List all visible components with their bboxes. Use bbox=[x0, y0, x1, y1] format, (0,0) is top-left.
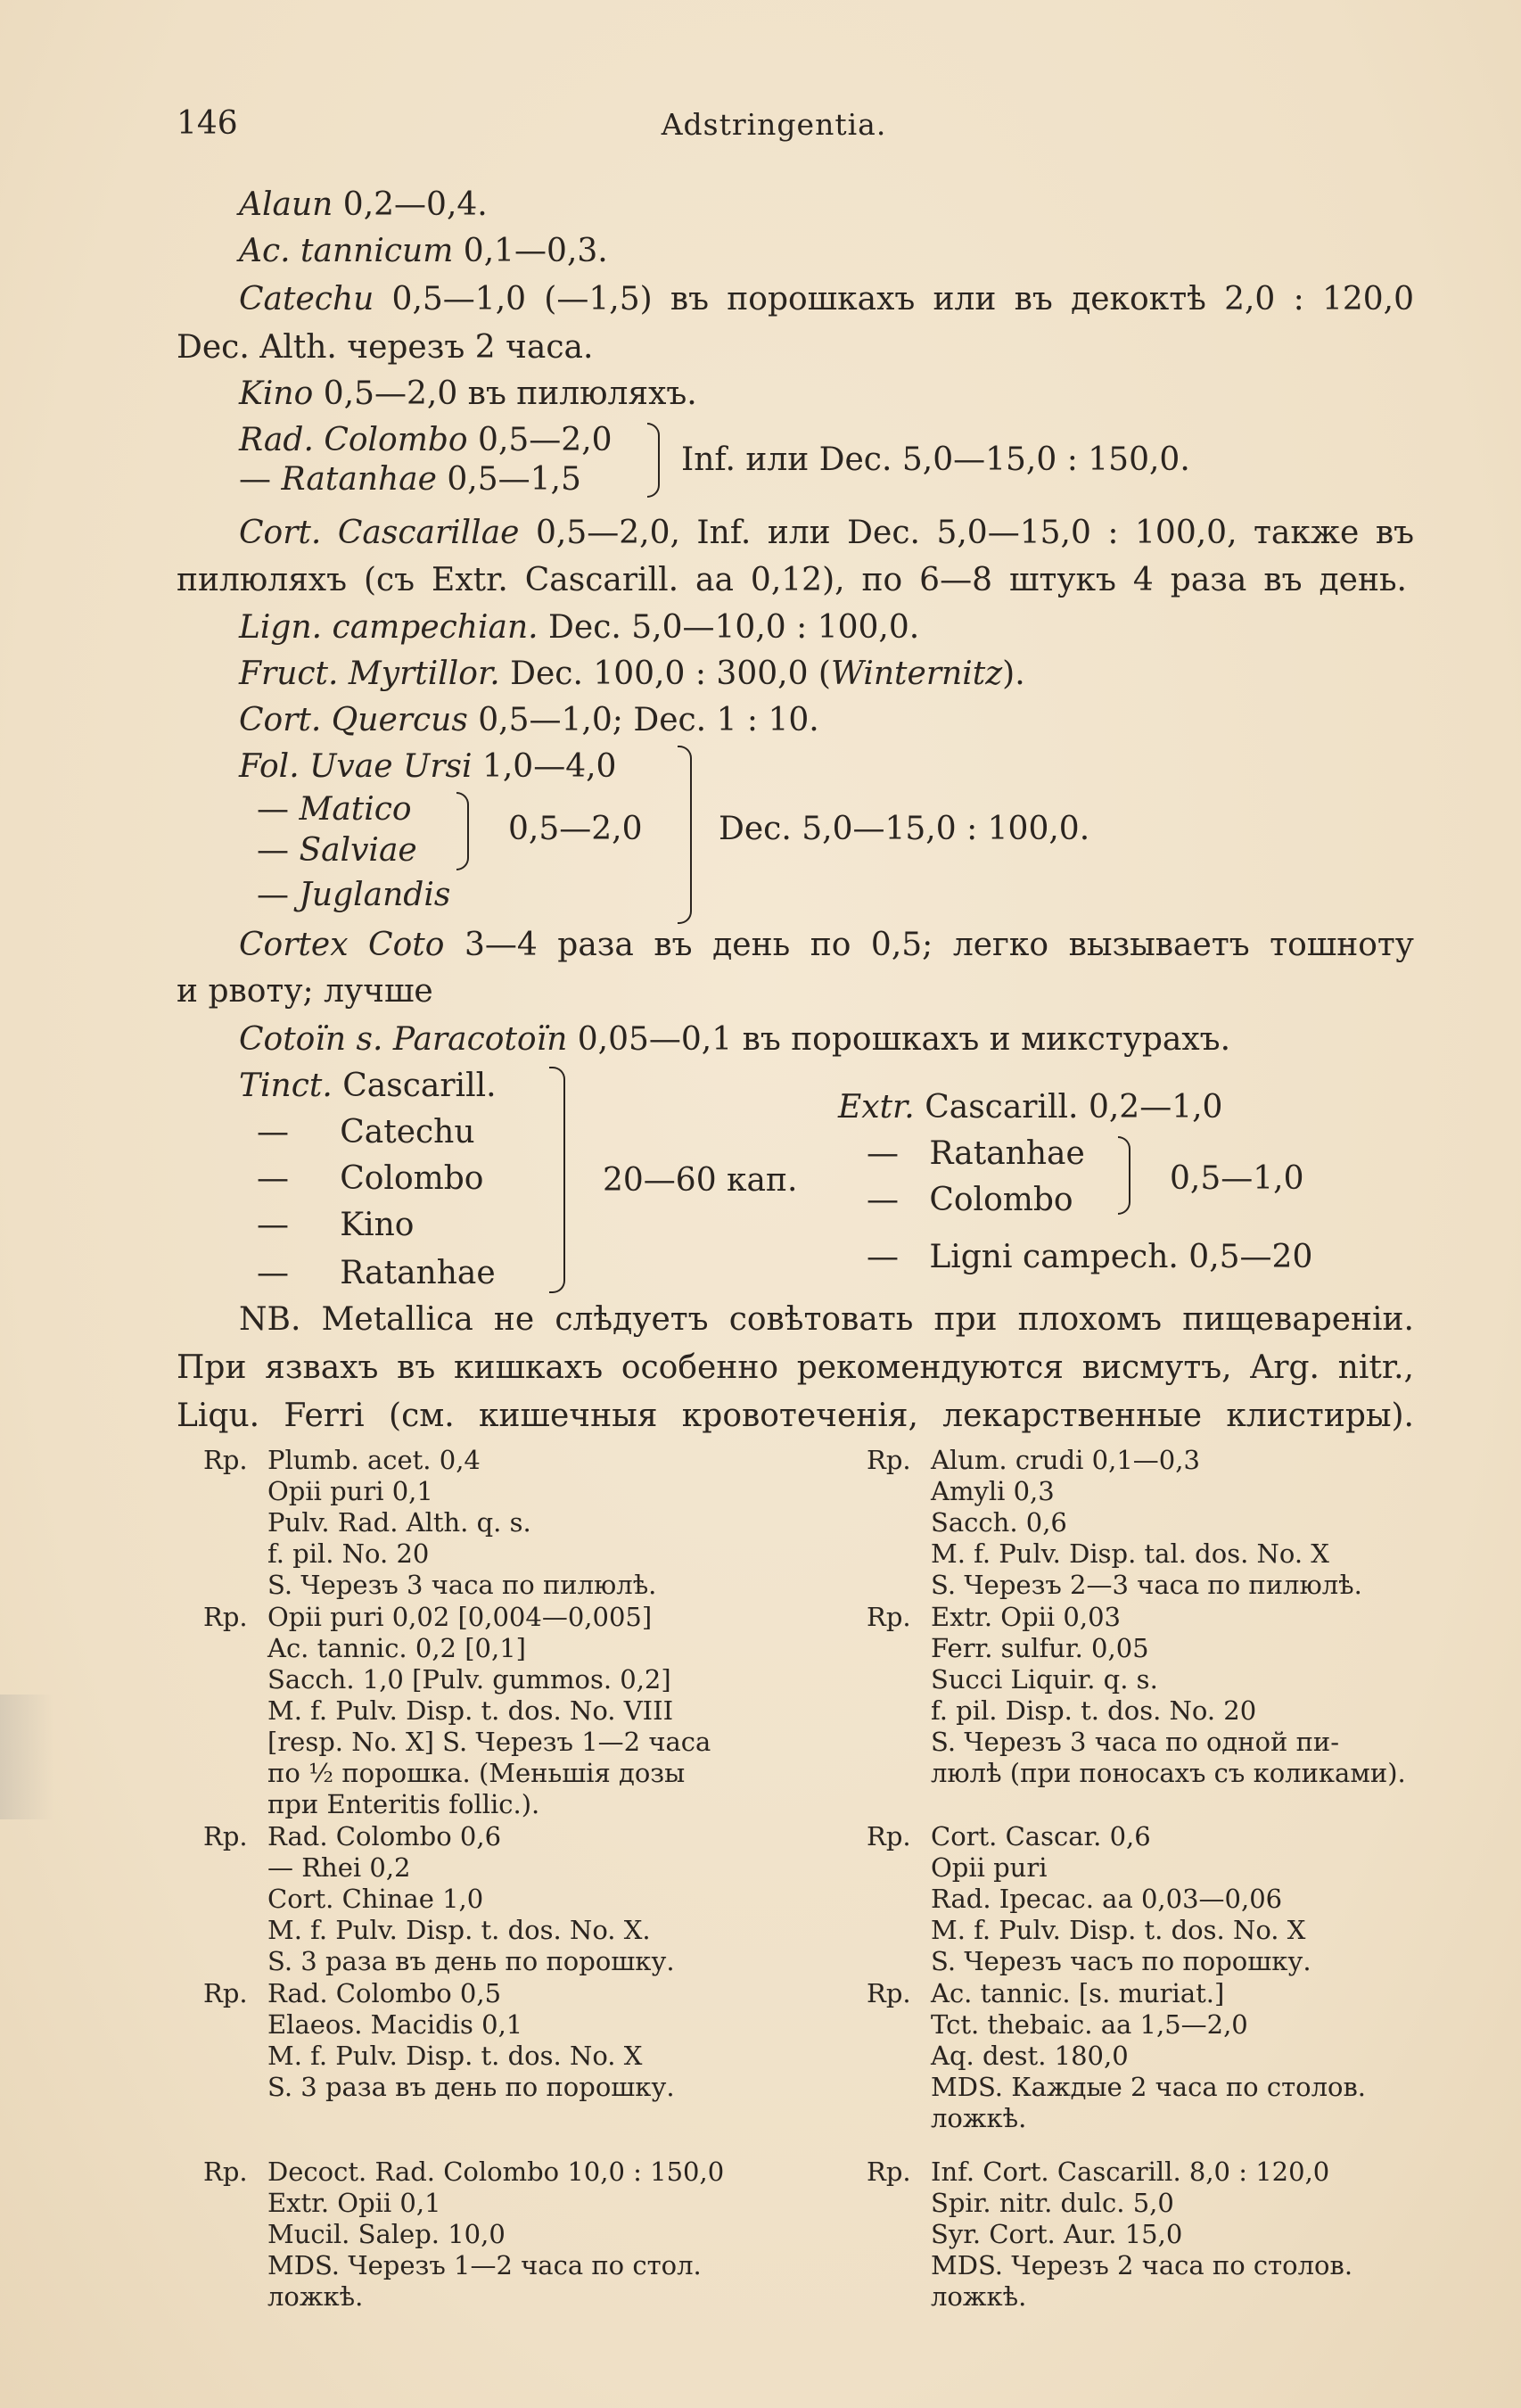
text-segment: Lign. campechian. bbox=[239, 609, 539, 646]
prescription-text: Cort. Chinae 1,0 bbox=[267, 1884, 484, 1914]
line-kino bbox=[239, 375, 697, 412]
prescription-text: [resp. No. X] S. Черезъ 1—2 часа bbox=[267, 1727, 711, 1757]
prescription-text: Rad. Ipecac. aa 0,03—0,06 bbox=[931, 1884, 1283, 1914]
prescription-line bbox=[203, 1915, 675, 1946]
prescription bbox=[867, 1445, 1362, 1601]
prescription-line bbox=[203, 1445, 656, 1476]
prescription-line bbox=[867, 2219, 1352, 2250]
line-cortex-coto-cont bbox=[177, 973, 433, 1010]
prescription-line bbox=[203, 1538, 656, 1570]
prescription-line bbox=[203, 1978, 675, 2009]
text-segment: При язвахъ въ кишкахъ особенно рекомендуются висмутъ, Arg. nitr., bbox=[177, 1349, 1414, 1386]
line-extr-ligni bbox=[867, 1241, 1312, 1274]
prescription-text: Succi Liquir. q. s. bbox=[931, 1664, 1158, 1695]
prescription-text: S. Черезъ 2—3 часа по пилюлѣ. bbox=[931, 1570, 1362, 1600]
brace-rad bbox=[647, 423, 660, 498]
text-segment: ). bbox=[1002, 656, 1025, 692]
prescription-line bbox=[203, 1633, 711, 1664]
prescription-line bbox=[203, 1664, 711, 1695]
prescription-line bbox=[203, 2250, 724, 2281]
text-segment: 3—4 раза въ день по 0,5; легко вызываетъ тошноту bbox=[444, 927, 1414, 963]
prescription-line bbox=[203, 2156, 724, 2188]
line-fol-matico bbox=[257, 791, 412, 828]
prescription-text: MDS. Черезъ 1—2 часа по стол. bbox=[267, 2250, 702, 2280]
text-segment: Tinct. bbox=[239, 1068, 333, 1104]
text-segment: — bbox=[257, 791, 300, 828]
prescription-text: Plumb. acet. 0,4 bbox=[267, 1445, 481, 1475]
line-nb-3 bbox=[177, 1400, 1414, 1432]
line-fol-dose bbox=[508, 813, 643, 845]
prescription-text: S. 3 раза въ день по порошку. bbox=[267, 1946, 675, 1976]
text-segment: Cotoïn s. Paracotoïn bbox=[239, 1021, 568, 1058]
prescription-line bbox=[867, 2281, 1352, 2313]
rp-label: Rp. bbox=[203, 1978, 248, 2008]
text-segment: Winternitz bbox=[830, 656, 1003, 692]
prescription-line bbox=[867, 2156, 1352, 2188]
prescription-text: Elaeos. Macidis 0,1 bbox=[267, 2009, 523, 2040]
brace-fol-small bbox=[456, 792, 469, 870]
line-ac-tannicum bbox=[239, 235, 608, 268]
text-segment: пилюляхъ (съ Extr. Cascarill. aa 0,12), по 6—8 штукъ 4 раза въ день. bbox=[177, 562, 1407, 598]
text-segment: 0,1—0,3. bbox=[453, 233, 608, 269]
prescription-line bbox=[867, 1445, 1362, 1476]
prescription-line bbox=[203, 1789, 711, 1820]
prescription-line bbox=[867, 1695, 1406, 1727]
prescription-line bbox=[867, 1602, 1406, 1633]
prescription-text: M. f. Pulv. Disp. t. dos. No. X bbox=[931, 1915, 1306, 1945]
prescription-line bbox=[203, 2188, 724, 2219]
text-segment: Juglandis bbox=[299, 877, 451, 913]
prescription-text: Opii puri bbox=[931, 1852, 1048, 1883]
line-fol-salviae bbox=[257, 832, 417, 869]
prescription-line bbox=[203, 2219, 724, 2250]
prescription-line bbox=[867, 1852, 1311, 1884]
prescription-text: S. Черезъ часъ по порошку. bbox=[931, 1946, 1311, 1976]
text-segment: — bbox=[257, 832, 300, 869]
rp-label: Rp. bbox=[867, 1821, 911, 1851]
rp-label: Rp. bbox=[203, 2156, 248, 2187]
line-nb-2 bbox=[177, 1349, 1414, 1386]
text-segment: — Catechu bbox=[257, 1114, 475, 1150]
text-segment: Dec. 100,0 : 300,0 ( bbox=[499, 656, 831, 692]
prescription-line bbox=[203, 1727, 711, 1758]
prescription-line bbox=[203, 1570, 656, 1601]
prescription-line bbox=[867, 1946, 1311, 1977]
prescription-text: Amyli 0,3 bbox=[931, 1476, 1055, 1506]
prescription-text: Mucil. Salep. 10,0 bbox=[267, 2219, 506, 2249]
line-cort-cascarillae-cont bbox=[177, 562, 1407, 598]
line-tinct-kino bbox=[257, 1209, 414, 1241]
text-segment: — Kino bbox=[257, 1207, 415, 1243]
rp-label: Rp. bbox=[203, 1602, 248, 1632]
prescription-text: M. f. Pulv. Disp. t. dos. No. X. bbox=[267, 1915, 651, 1945]
prescription-text: Alum. crudi 0,1—0,3 bbox=[931, 1445, 1200, 1475]
prescription-line bbox=[203, 1946, 675, 1977]
text-segment: Dec. Alth. черезъ 2 часа. bbox=[177, 329, 594, 366]
text-segment: 0,5—2,0 въ пилюляхъ. bbox=[313, 375, 697, 412]
prescription-line bbox=[203, 1821, 675, 1852]
text-segment: 0,5—2,0, Inf. или Dec. 5,0—15,0 : 100,0, также въ bbox=[519, 515, 1414, 551]
prescription bbox=[203, 1821, 675, 1977]
prescription-line bbox=[867, 1758, 1406, 1789]
line-extr-colombo bbox=[867, 1184, 1073, 1216]
prescription-text: Tct. thebaic. aa 1,5—2,0 bbox=[931, 2009, 1248, 2040]
prescription-text: Inf. Cort. Cascarill. 8,0 : 120,0 bbox=[931, 2156, 1330, 2187]
prescription-text: Extr. Opii 0,03 bbox=[931, 1602, 1121, 1632]
line-catechu bbox=[239, 281, 1414, 317]
prescription-text: S. 3 раза въ день по порошку. bbox=[267, 2072, 675, 2102]
rp-label: Rp. bbox=[867, 1978, 911, 2008]
prescription-text: Ferr. sulfur. 0,05 bbox=[931, 1633, 1149, 1663]
text-segment: — Colombo bbox=[257, 1160, 484, 1197]
prescription-text: Extr. Opii 0,1 bbox=[267, 2188, 441, 2218]
line-rad-inf bbox=[681, 441, 1190, 478]
prescription bbox=[203, 1978, 675, 2103]
text-segment: Cascarill. bbox=[332, 1068, 497, 1104]
text-segment: 0,05—0,1 въ порошкахъ и микстурахъ. bbox=[567, 1021, 1231, 1058]
prescription-line bbox=[203, 2072, 675, 2103]
prescription-line bbox=[867, 1633, 1406, 1664]
text-segment: Ratanhae bbox=[281, 461, 437, 498]
prescription-text: Syr. Cort. Aur. 15,0 bbox=[931, 2219, 1183, 2249]
text-segment: 1,0—4,0 bbox=[472, 748, 617, 785]
text-segment: Kino bbox=[239, 375, 314, 412]
line-nb-1 bbox=[239, 1301, 1414, 1338]
prescription-line bbox=[867, 1507, 1362, 1538]
text-segment: и рвоту; лучше bbox=[177, 973, 433, 1010]
prescription-line bbox=[867, 1538, 1362, 1570]
text-segment: Catechu bbox=[239, 281, 374, 317]
text-segment: Extr. bbox=[838, 1089, 915, 1126]
text-segment: Matico bbox=[299, 791, 412, 828]
text-segment: 0,5—1,0 (—1,5) въ порошкахъ или въ декоктѣ 2,0 : 120,0 bbox=[374, 281, 1414, 317]
text-segment: Fruct. Myrtillor. bbox=[239, 656, 500, 692]
prescription-line bbox=[867, 2188, 1352, 2219]
prescription-line bbox=[867, 1570, 1362, 1601]
prescription-text: Rad. Colombo 0,6 bbox=[267, 1821, 502, 1851]
page-number: 146 bbox=[177, 105, 238, 142]
prescription-line bbox=[203, 1758, 711, 1789]
text-segment: — Ratanhae bbox=[257, 1255, 496, 1291]
line-extr-ratanhae bbox=[867, 1135, 1085, 1172]
prescription-line bbox=[203, 1852, 675, 1884]
prescription-text: ложкѣ. bbox=[267, 2281, 364, 2312]
prescription-text: при Enteritis follic.). bbox=[267, 1789, 540, 1819]
text-segment: Salviae bbox=[299, 832, 417, 869]
rp-label: Rp. bbox=[867, 1445, 911, 1475]
prescription-line bbox=[867, 1664, 1406, 1695]
text-segment: Cort. Cascarillae bbox=[239, 515, 520, 551]
prescription-line bbox=[203, 2281, 724, 2313]
text-segment: — bbox=[239, 461, 282, 498]
text-segment: — bbox=[257, 877, 300, 913]
line-catechu-cont bbox=[177, 329, 594, 366]
prescription-text: Sacch. 0,6 bbox=[931, 1507, 1067, 1538]
line-extr-cascarill bbox=[838, 1089, 1223, 1126]
prescription bbox=[867, 1821, 1311, 1977]
prescription-text: — Rhei 0,2 bbox=[267, 1852, 411, 1883]
prescription bbox=[867, 1602, 1406, 1789]
prescription-line bbox=[867, 2072, 1366, 2103]
text-segment: Cascarill. 0,2—1,0 bbox=[914, 1089, 1223, 1126]
prescription-line bbox=[867, 2103, 1366, 2134]
prescription-text: Cort. Cascar. 0,6 bbox=[931, 1821, 1151, 1851]
prescription-line bbox=[867, 1727, 1406, 1758]
text-segment: 0,5—1,0 bbox=[1170, 1160, 1304, 1197]
prescription bbox=[867, 1978, 1366, 2134]
line-tinct-ratanhae bbox=[257, 1255, 496, 1291]
running-title: Adstringentia. bbox=[661, 107, 887, 142]
prescription-text: по ½ порошка. (Меньшія дозы bbox=[267, 1758, 686, 1788]
rp-label: Rp. bbox=[203, 1821, 248, 1851]
text-segment: Inf. или Dec. 5,0—15,0 : 150,0. bbox=[681, 441, 1190, 478]
prescription-text: люлѣ (при поносахъ съ коликами). bbox=[931, 1758, 1406, 1788]
prescription-text: Ac. tannic. [s. muriat.] bbox=[931, 1978, 1225, 2008]
prescription-text: Ac. tannic. 0,2 [0,1] bbox=[267, 1633, 526, 1663]
text-segment: — Colombo bbox=[867, 1182, 1073, 1218]
prescription-text: M. f. Pulv. Disp. tal. dos. No. X bbox=[931, 1538, 1329, 1569]
text-segment: Rad. Colombo bbox=[239, 422, 468, 458]
prescription-line bbox=[203, 1695, 711, 1727]
text-segment: NB. Metallica не слѣдуетъ совѣтовать при плохомъ пищевареніи. bbox=[239, 1301, 1414, 1338]
prescription-line bbox=[203, 2009, 675, 2041]
text-segment: 0,5—1,0; Dec. 1 : 10. bbox=[467, 702, 819, 738]
text-segment: Dec. 5,0—15,0 : 100,0. bbox=[719, 811, 1090, 847]
prescription-line bbox=[203, 2041, 675, 2072]
line-fol-juglandis bbox=[257, 879, 450, 911]
prescription-line bbox=[203, 1884, 675, 1915]
line-alaun bbox=[239, 186, 488, 223]
prescription-text: MDS. Каждые 2 часа по столов. bbox=[931, 2072, 1367, 2102]
prescription-line bbox=[203, 1476, 656, 1507]
prescription-text: M. f. Pulv. Disp. t. dos. No. X bbox=[267, 2041, 643, 2071]
prescription-text: f. pil. Disp. t. dos. No. 20 bbox=[931, 1695, 1257, 1726]
prescription-line bbox=[867, 1915, 1311, 1946]
line-extr-dose bbox=[1170, 1160, 1304, 1197]
prescription-line bbox=[867, 2250, 1352, 2281]
text-segment: Fol. Uvae Ursi bbox=[239, 748, 473, 785]
line-tinct-cascarill bbox=[239, 1070, 497, 1102]
rp-label: Rp. bbox=[867, 2156, 911, 2187]
brace-fol-big bbox=[678, 746, 692, 924]
prescription-line bbox=[867, 1884, 1311, 1915]
brace-tinct bbox=[549, 1067, 565, 1293]
line-fol-uvae-ursi bbox=[239, 748, 617, 785]
line-tinct-catechu bbox=[257, 1114, 475, 1150]
text-segment: 0,5—1,5 bbox=[436, 461, 581, 498]
prescription bbox=[203, 1602, 711, 1820]
prescription-line bbox=[203, 1602, 711, 1633]
line-fruct-myrtillor bbox=[239, 658, 1025, 690]
text-segment: Dec. 5,0—10,0 : 100,0. bbox=[538, 609, 920, 646]
page-header bbox=[177, 105, 1371, 150]
text-segment: Cortex Coto bbox=[239, 927, 445, 963]
prescription-text: Sacch. 1,0 [Pulv. gummos. 0,2] bbox=[267, 1664, 671, 1695]
line-tinct-colombo bbox=[257, 1160, 484, 1197]
text-segment: 0,5—2,0 bbox=[467, 422, 613, 458]
text-segment: Cort. Quercus bbox=[239, 702, 468, 738]
prescription-text: Opii puri 0,1 bbox=[267, 1476, 433, 1506]
prescription bbox=[867, 2156, 1352, 2313]
prescription-line bbox=[867, 1978, 1366, 2009]
page-stain bbox=[0, 1695, 53, 1819]
prescription-text: ложкѣ. bbox=[931, 2281, 1027, 2312]
prescription-text: S. Черезъ 3 часа по одной пи- bbox=[931, 1727, 1340, 1757]
prescription-text: MDS. Черезъ 2 часа по столов. bbox=[931, 2250, 1353, 2280]
text-segment: Alaun bbox=[239, 186, 333, 223]
line-rad-colombo bbox=[239, 422, 613, 458]
prescription-text: Decoct. Rad. Colombo 10,0 : 150,0 bbox=[267, 2156, 725, 2187]
text-segment: — Ratanhae bbox=[867, 1135, 1085, 1172]
prescription-text: Aq. dest. 180,0 bbox=[931, 2041, 1129, 2071]
prescription-line bbox=[867, 2009, 1366, 2041]
text-segment: 0,2—0,4. bbox=[333, 186, 488, 223]
line-cotoin bbox=[239, 1021, 1231, 1058]
prescription bbox=[203, 1445, 656, 1601]
rp-label: Rp. bbox=[867, 1602, 911, 1632]
text-segment: 0,5—2,0 bbox=[508, 811, 643, 847]
prescription-line bbox=[867, 1476, 1362, 1507]
line-rad-ratanhae bbox=[239, 461, 581, 498]
prescription-text: M. f. Pulv. Disp. t. dos. No. VIII bbox=[267, 1695, 674, 1726]
prescription-text: Opii puri 0,02 [0,004—0,005] bbox=[267, 1602, 653, 1632]
line-tinct-dose bbox=[603, 1162, 798, 1199]
line-lign-campechian bbox=[239, 609, 920, 646]
line-cort-cascarillae bbox=[239, 517, 1414, 549]
prescription-line bbox=[867, 2041, 1366, 2072]
prescription-text: Rad. Colombo 0,5 bbox=[267, 1978, 502, 2008]
line-fol-dec bbox=[719, 813, 1089, 845]
prescription bbox=[203, 2156, 724, 2313]
text-segment: Liqu. Ferri (см. кишечныя кровотеченія, лекарственные клистиры). bbox=[177, 1398, 1414, 1434]
prescription-text: Spir. nitr. dulc. 5,0 bbox=[931, 2188, 1174, 2218]
line-cort-quercus bbox=[239, 702, 819, 738]
prescription-text: S. Черезъ 3 часа по пилюлѣ. bbox=[267, 1570, 657, 1600]
prescription-line bbox=[203, 1507, 656, 1538]
text-segment: — Ligni campech. 0,5—20 bbox=[867, 1239, 1313, 1275]
prescription-text: Pulv. Rad. Alth. q. s. bbox=[267, 1507, 531, 1538]
prescription-text: f. pil. No. 20 bbox=[267, 1538, 430, 1569]
prescription-text: ложкѣ. bbox=[931, 2103, 1027, 2133]
line-cortex-coto bbox=[239, 929, 1414, 961]
brace-extr bbox=[1118, 1136, 1130, 1215]
rp-label: Rp. bbox=[203, 1445, 248, 1475]
text-segment: Ac. tannicum bbox=[239, 233, 454, 269]
text-segment: 20—60 кап. bbox=[603, 1162, 798, 1199]
prescription-line bbox=[867, 1821, 1311, 1852]
